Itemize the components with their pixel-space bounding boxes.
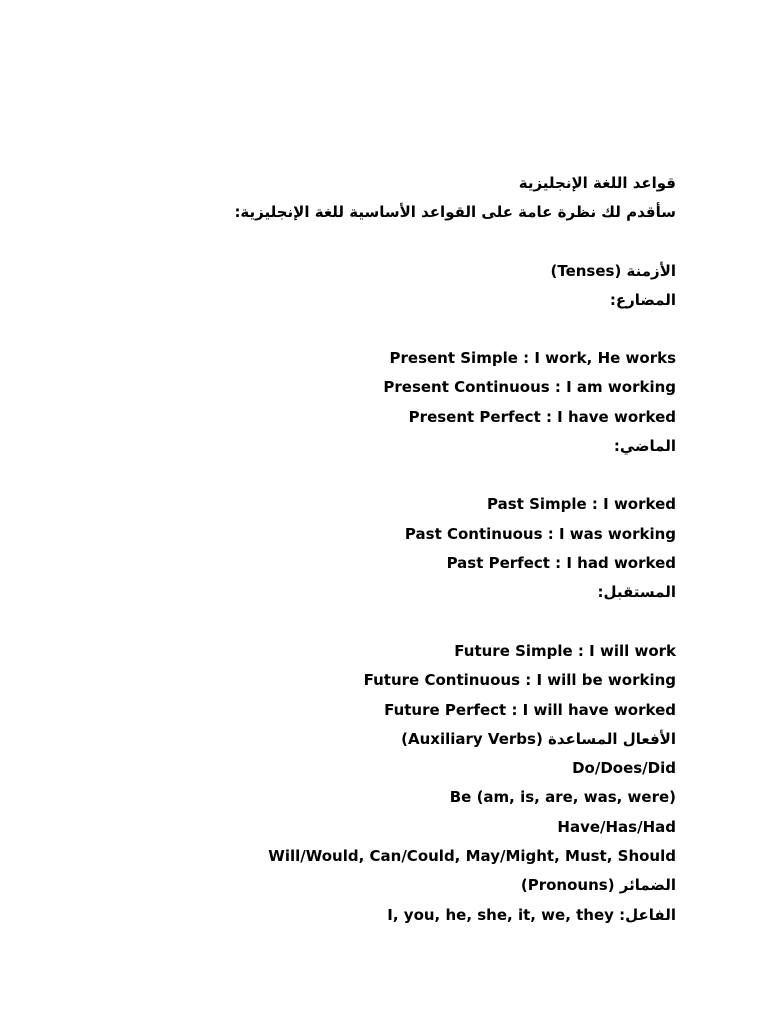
- example-past-continuous: Past Continuous : I was working: [404, 525, 676, 543]
- aux-modals: Will/Would, Can/Could, May/Might, Must, Should: [268, 847, 676, 865]
- aux-be: Be (am, is, are, was, were): [449, 788, 676, 806]
- example-future-perfect: Future Perfect : I will have worked: [384, 701, 676, 719]
- section-heading-pronouns: الضمائر (Pronouns): [520, 876, 676, 894]
- example-present-continuous: Present Continuous : I am working: [383, 378, 676, 396]
- example-present-perfect: Present Perfect : I have worked: [408, 408, 676, 426]
- pronouns-subject: الفاعل: I, you, he, she, it, we, they: [387, 906, 676, 924]
- subheading-present: المضارع:: [609, 291, 676, 309]
- subheading-future: المستقبل:: [597, 583, 676, 601]
- intro-text: سأقدم لك نظرة عامة على القواعد الأساسية للغة الإنجليزية:: [234, 203, 676, 221]
- aux-have: Have/Has/Had: [557, 818, 676, 836]
- section-heading-tenses: الأزمنة (Tenses): [550, 262, 676, 280]
- example-past-perfect: Past Perfect : I had worked: [446, 554, 676, 572]
- document-title: قواعد اللغة الإنجليزية: [518, 174, 676, 192]
- example-past-simple: Past Simple : I worked: [487, 495, 676, 513]
- example-present-simple: Present Simple : I work, He works: [389, 349, 676, 367]
- section-heading-auxiliary-verbs: الأفعال المساعدة (Auxiliary Verbs): [401, 730, 676, 748]
- subheading-past: الماضي:: [613, 437, 676, 455]
- example-future-simple: Future Simple : I will work: [454, 642, 676, 660]
- example-future-continuous: Future Continuous : I will be working: [363, 671, 676, 689]
- aux-do: Do/Does/Did: [572, 759, 676, 777]
